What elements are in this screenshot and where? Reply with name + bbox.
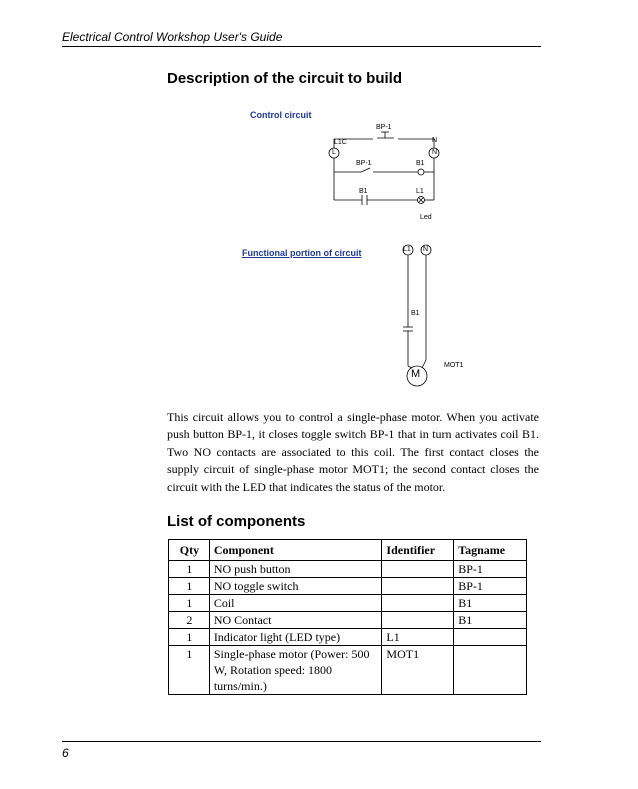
table-row xyxy=(169,612,527,629)
footer-rule xyxy=(62,741,541,742)
col-tagname: Tagname xyxy=(454,540,527,561)
cell-tagname: BP-1 xyxy=(454,578,527,595)
table-row xyxy=(169,595,527,612)
table-header-row xyxy=(169,540,527,561)
running-header: Electrical Control Workshop User's Guide xyxy=(62,30,283,44)
label-b1-coil: B1 xyxy=(416,160,425,167)
section-title: Description of the circuit to build xyxy=(167,70,403,87)
cell-tagname xyxy=(454,646,527,695)
table-row xyxy=(169,578,527,595)
label-led: Led xyxy=(420,214,432,221)
table-row xyxy=(169,629,527,646)
label-bp1-top: BP-1 xyxy=(376,124,392,131)
label-n: N xyxy=(432,137,438,144)
b1-coil xyxy=(418,169,424,175)
bp1-toggle-switch xyxy=(361,168,370,172)
table-row xyxy=(169,646,527,695)
label-mot1: MOT1 xyxy=(444,362,464,369)
cell-component: Indicator light (LED type) xyxy=(209,629,382,646)
cell-tagname xyxy=(454,629,527,646)
table-row xyxy=(169,561,527,578)
cell-identifier xyxy=(382,578,454,595)
cell-component: NO push button xyxy=(209,561,382,578)
label-func-n: N xyxy=(423,246,429,253)
cell-qty: 1 xyxy=(169,646,210,695)
cell-tagname: BP-1 xyxy=(454,561,527,578)
label-func-l1: L1 xyxy=(403,246,411,253)
page-number: 6 xyxy=(62,746,69,760)
cell-identifier: MOT1 xyxy=(382,646,454,695)
label-l1c: L1C xyxy=(334,139,347,146)
functional-circuit-title: Functional portion of circuit xyxy=(242,248,362,258)
motor-lead-n xyxy=(422,360,426,368)
cell-tagname: B1 xyxy=(454,612,527,629)
control-circuit-title: Control circuit xyxy=(250,110,312,120)
label-func-b1: B1 xyxy=(411,310,420,317)
cell-identifier xyxy=(382,612,454,629)
label-l-terminal: L xyxy=(332,149,336,156)
cell-component: Coil xyxy=(209,595,382,612)
label-n-terminal: N xyxy=(432,149,438,156)
col-component: Component xyxy=(209,540,382,561)
label-b1-contact: B1 xyxy=(359,188,368,195)
label-l1: L1 xyxy=(416,188,424,195)
label-bp1-toggle: BP-1 xyxy=(356,160,372,167)
col-qty: Qty xyxy=(169,540,210,561)
col-identifier: Identifier xyxy=(382,540,454,561)
cell-identifier xyxy=(382,561,454,578)
cell-qty: 1 xyxy=(169,561,210,578)
label-motor-m: M xyxy=(411,368,421,380)
cell-identifier: L1 xyxy=(382,629,454,646)
cell-component: Single-phase motor (Power: 500 W, Rotation speed: 1800 turns/min.) xyxy=(209,646,382,695)
cell-component: NO toggle switch xyxy=(209,578,382,595)
cell-qty: 1 xyxy=(169,595,210,612)
cell-tagname: B1 xyxy=(454,595,527,612)
cell-qty: 1 xyxy=(169,629,210,646)
cell-component: NO Contact xyxy=(209,612,382,629)
circuit-description: This circuit allows you to control a single-phase motor. When you activate push button BP-1, it closes toggle switch BP-1 that in turn activates coil B1. Two NO contacts are associated to this coil. The first contact closes the supply circuit of single-phase motor MOT1; the second contact closes the circuit with the LED that indicates the status of the motor. xyxy=(167,410,539,494)
cell-qty: 2 xyxy=(169,612,210,629)
cell-qty: 1 xyxy=(169,578,210,595)
components-title: List of components xyxy=(167,513,306,530)
cell-identifier xyxy=(382,595,454,612)
components-table xyxy=(168,539,527,695)
